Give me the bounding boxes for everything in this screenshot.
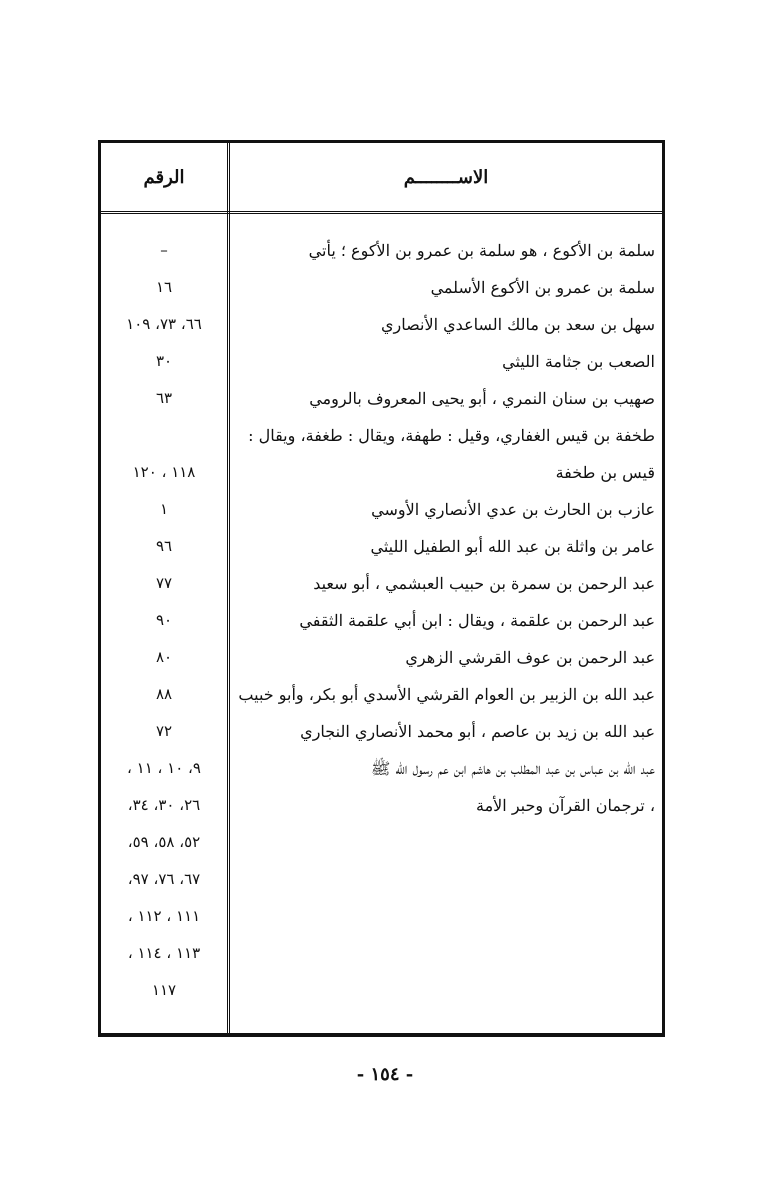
- number-cell: ١١٨ ، ١٢٠: [132, 463, 196, 481]
- column-header-name: الاســــــــم: [403, 166, 489, 188]
- table-row: [101, 787, 662, 824]
- number-cell: ٣٠: [155, 352, 173, 370]
- name-cell: سهل بن سعد بن مالك الساعدي الأنصاري: [381, 315, 655, 334]
- name-cell: [234, 861, 655, 898]
- table-row: [101, 750, 662, 787]
- number-cell: ٧٢: [155, 722, 173, 740]
- column-header-number: الرقم: [143, 166, 185, 188]
- table-row: [101, 935, 662, 972]
- table-row: [101, 713, 662, 750]
- number-cell: ٨٨: [155, 685, 173, 703]
- name-cell: سلمة بن عمرو بن الأكوع الأسلمي: [430, 278, 655, 297]
- number-cell: ١١٧: [151, 981, 177, 999]
- number-cell: ١١١ ، ١١٢ ،: [127, 907, 201, 925]
- number-cell: ٦٧، ٧٦، ٩٧،: [127, 870, 201, 888]
- number-cell: ٦٣: [155, 389, 173, 407]
- table-row: [101, 528, 662, 565]
- number-cell: ١٦: [155, 278, 173, 296]
- table-row: [101, 417, 662, 454]
- table-row: [101, 306, 662, 343]
- name-cell: عبد الرحمن بن عوف القرشي الزهري: [405, 648, 655, 667]
- number-cell: ٢٦، ٣٠، ٣٤،: [127, 796, 201, 814]
- number-cell: ١: [159, 500, 169, 518]
- table-row: [101, 824, 662, 861]
- table-row: [101, 602, 662, 639]
- table-row: [101, 491, 662, 528]
- page-number: - ١٥٤ -: [356, 1064, 414, 1085]
- table-row: [101, 972, 662, 1009]
- name-cell: عبد الله بن زيد بن عاصم ، أبو محمد الأنصاري النجاري: [300, 722, 655, 741]
- number-cell: ٩، ١٠ ، ١١ ،: [127, 759, 201, 777]
- name-cell: [234, 972, 655, 1009]
- name-cell: صهيب بن سنان النمري ، أبو يحيى المعروف بالرومي: [309, 389, 655, 408]
- table-row: [101, 861, 662, 898]
- number-cell: [105, 417, 223, 454]
- name-cell: [234, 898, 655, 935]
- name-cell: سلمة بن الأكوع ، هو سلمة بن عمرو بن الأكوع ؛ يأتي: [308, 241, 655, 260]
- name-cell: عازب بن الحارث بن عدي الأنصاري الأوسي: [371, 500, 655, 519]
- table-row: [101, 343, 662, 380]
- number-cell: ١١٣ ، ١١٤ ،: [127, 944, 201, 962]
- table-body: [101, 232, 662, 1009]
- name-cell: عبد الرحمن بن علقمة ، ويقال : ابن أبي علقمة الثقفي: [299, 611, 655, 630]
- number-cell: ٨٠: [155, 648, 173, 666]
- number-cell: ٧٧: [155, 574, 173, 592]
- number-cell: ٩٠: [155, 611, 173, 629]
- table-row: [101, 565, 662, 602]
- table-row: [101, 676, 662, 713]
- name-cell: عامر بن واثلة بن عبد الله أبو الطفيل الليثي: [370, 537, 655, 556]
- name-cell: طخفة بن قيس الغفاري، وقيل : طهفة، ويقال : طغفة، ويقال :: [248, 426, 655, 445]
- name-cell: عبد الله بن الزبير بن العوام القرشي الأسدي أبو بكر، وأبو خبيب: [238, 685, 655, 704]
- name-cell: قيس بن طخفة: [555, 463, 655, 482]
- name-cell: [234, 824, 655, 861]
- index-table: [98, 140, 665, 1037]
- name-cell: عبد الله بن عباس بن عبد المطلب بن هاشم ابن عم رسول الله ﷺ: [371, 759, 655, 778]
- name-cell: عبد الرحمن بن سمرة بن حبيب العبشمي ، أبو سعيد: [313, 574, 655, 593]
- number-cell: ٦٦، ٧٣، ١٠٩: [126, 315, 202, 333]
- number-cell: –: [160, 241, 168, 259]
- number-cell: ٥٢، ٥٨، ٥٩،: [127, 833, 201, 851]
- table-row: [101, 269, 662, 306]
- name-cell: [234, 935, 655, 972]
- header-divider: [101, 211, 662, 214]
- table-row: [101, 898, 662, 935]
- name-cell: الصعب بن جثامة الليثي: [502, 352, 655, 371]
- number-cell: ٩٦: [155, 537, 173, 555]
- table-row: [101, 454, 662, 491]
- table-row: [101, 232, 662, 269]
- table-row: [101, 639, 662, 676]
- name-cell: ، ترجمان القرآن وحبر الأمة: [476, 796, 655, 815]
- table-row: [101, 380, 662, 417]
